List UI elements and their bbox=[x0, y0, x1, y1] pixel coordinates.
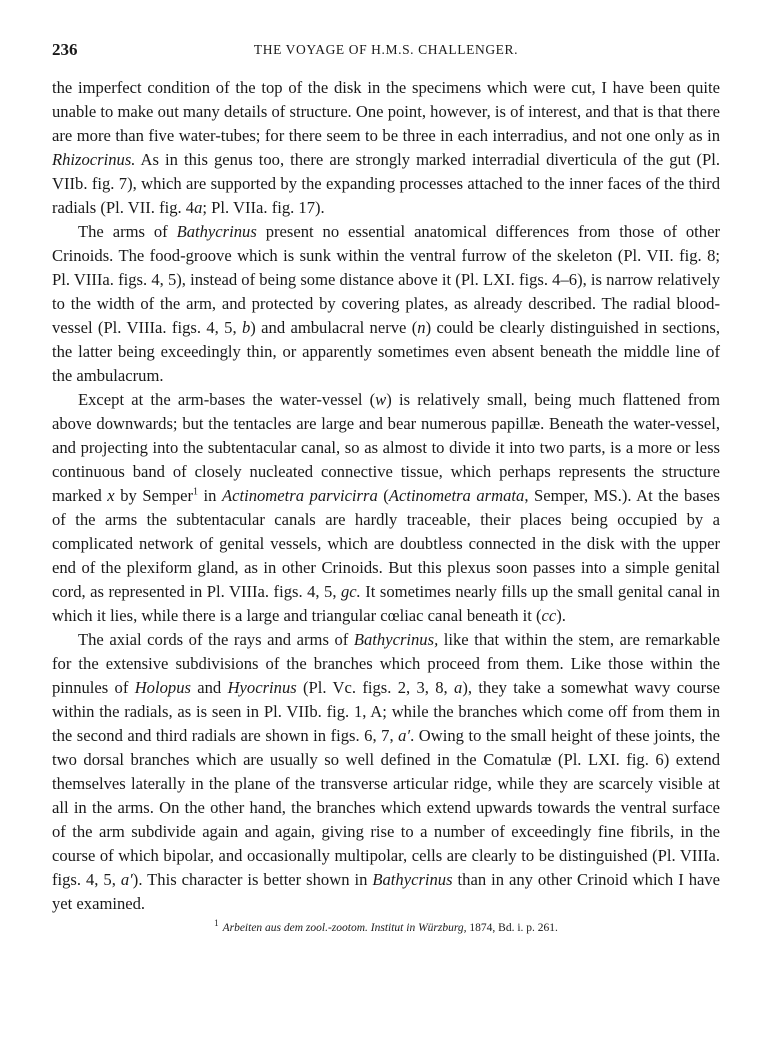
body-text bbox=[52, 76, 720, 916]
text-run: ( bbox=[377, 486, 389, 505]
italic-run: w bbox=[375, 390, 387, 409]
document-page bbox=[52, 40, 720, 936]
italic-run: gc. bbox=[340, 582, 361, 601]
italic-run: a′ bbox=[398, 726, 411, 745]
text-run: ), they take a somewhat wavy course within the radials, as is seen in Pl. VIIb. fig. 1, A; while the branches which come off from them in the second and third radials are shown in figs. 6, 7, bbox=[52, 678, 721, 745]
running-head bbox=[52, 40, 720, 64]
italic-run: n bbox=[417, 318, 426, 337]
paragraph-1 bbox=[52, 76, 720, 220]
text-run: (Pl. Vc. figs. 2, 3, 8, bbox=[296, 678, 455, 697]
text-run: like that within the stem, are remarkable for the extensive subdivisions of the branches which proceed from them. Like those within the pinnules of bbox=[52, 630, 720, 697]
footnote-citation: 1874, Bd. i. p. 261. bbox=[466, 922, 558, 934]
italic-run: Bathycrinus bbox=[176, 222, 257, 241]
footnote-mark: 1 bbox=[214, 918, 219, 929]
paragraph-3 bbox=[52, 388, 720, 628]
italic-run: Bathycrinus bbox=[372, 870, 453, 889]
text-run: The arms of bbox=[78, 222, 177, 241]
text-run: ). bbox=[556, 606, 566, 625]
text-run: As in this genus too, there are strongly marked interradial diverticula of the gut (Pl. VIIb. fig. 7), which are supported by the expanding processes attached to the inner faces of the third radials (Pl. VII. fig. 4 bbox=[52, 150, 720, 217]
text-run: ) could be clearly distinguished in sections, the latter being exceedingly thin, or apparently sometimes even absent beneath the middle line of the ambulacrum. bbox=[52, 318, 720, 385]
text-run: in bbox=[198, 486, 222, 505]
italic-run: b bbox=[241, 318, 251, 337]
italic-run: Bathycrinus, bbox=[353, 630, 439, 649]
text-run: Except at the arm-bases the water-vessel ( bbox=[78, 390, 376, 409]
italic-run: Hyocrinus bbox=[227, 678, 297, 697]
running-title: THE VOYAGE OF H.M.S. CHALLENGER. bbox=[253, 42, 519, 57]
italic-run: Actinometra parvicirra bbox=[221, 486, 378, 505]
text-run: ) and ambulacral nerve ( bbox=[250, 318, 418, 337]
italic-run: x bbox=[107, 486, 115, 505]
text-run: present no essential anatomical differences from those of other Crinoids. The food-groove which is sunk within the ventral furrow of the skeleton (Pl. VII. fig. 8; Pl. VIIIa. figs. 4, 5), instead of being some distance above it (Pl. LXI. figs. 4–6), is narrow relatively to the width of the arm, and protected by covering plates, as already described. The radial blood-vessel (Pl. VIIIa. figs. 4, 5, bbox=[52, 222, 720, 337]
italic-run: Actinometra armata bbox=[388, 486, 525, 505]
footnote bbox=[52, 920, 720, 936]
italic-run: Rhizocrinus. bbox=[52, 150, 136, 169]
italic-run: a bbox=[194, 198, 203, 217]
text-run: and bbox=[190, 678, 228, 697]
text-run: the imperfect condition of the top of the disk in the specimens which were cut, I have been quite unable to make out many details of structure. One point, however, is of interest, and that is that there are more than five water-tubes; for there seem to be three in each interradius, and not one only as in bbox=[52, 78, 720, 145]
text-run: ; Pl. VIIa. fig. 17). bbox=[202, 198, 325, 217]
text-run: than in any other Crinoid which I have yet examined. bbox=[52, 870, 721, 913]
text-run: The axial cords of the rays and arms of bbox=[78, 630, 354, 649]
footnote-reference[interactable]: 1 bbox=[193, 486, 199, 498]
page-number: 236 bbox=[52, 40, 78, 59]
italic-run: a bbox=[454, 678, 463, 697]
text-run: ) is relatively small, being much flattened from above downwards; but the tentacles are large and bear numerous papillæ. Beneath the water-vessel, and projecting into the subtentacular canal, so as almost to divide it into two parts, is a more or less continuous band of closely nucleated connective tissue, which perhaps represents the structure marked bbox=[52, 390, 721, 505]
text-run: , Semper, MS.). At the bases of the arms the subtentacular canals are hardly traceable, their places being occupied by a complicated network of genital vessels, which are doubtless connected in the disk with the upper end of the plexiform gland, as in other Crinoids. But this plexus soon passes into a simple genital cord, as represented in Pl. VIIIa. figs. 4, 5, bbox=[52, 486, 720, 601]
text-run: . Owing to the small height of these joints, the two dorsal branches which are usually so well defined in the Comatulæ (Pl. LXI. fig. 6) extend themselves laterally in the plane of the transverse articular ridge, while they are scarcely visible at all in the arms. On the other hand, the branches which extend upwards towards the ventral surface of the arm subdivide again and again, giving rise to a number of exceedingly fine fibrils, in the course of which bipolar, and occasionally multipolar, cells are clearly to be distinguished (Pl. VIIIa. figs. 4, 5, bbox=[52, 726, 720, 889]
paragraph-4 bbox=[52, 628, 720, 916]
italic-run: Holopus bbox=[134, 678, 191, 697]
text-run: by Semper bbox=[114, 486, 194, 505]
text-run: ). This character is better shown in bbox=[132, 870, 373, 889]
italic-run: a′ bbox=[120, 870, 133, 889]
paragraph-2 bbox=[52, 220, 720, 388]
text-run: It sometimes nearly fills up the small genital canal in which it lies, while there is a large and triangular cœliac canal beneath it ( bbox=[52, 582, 720, 625]
italic-run: cc bbox=[541, 606, 557, 625]
footnote-title: Arbeiten aus dem zool.-zootom. Institut in Würzburg, bbox=[222, 922, 467, 934]
